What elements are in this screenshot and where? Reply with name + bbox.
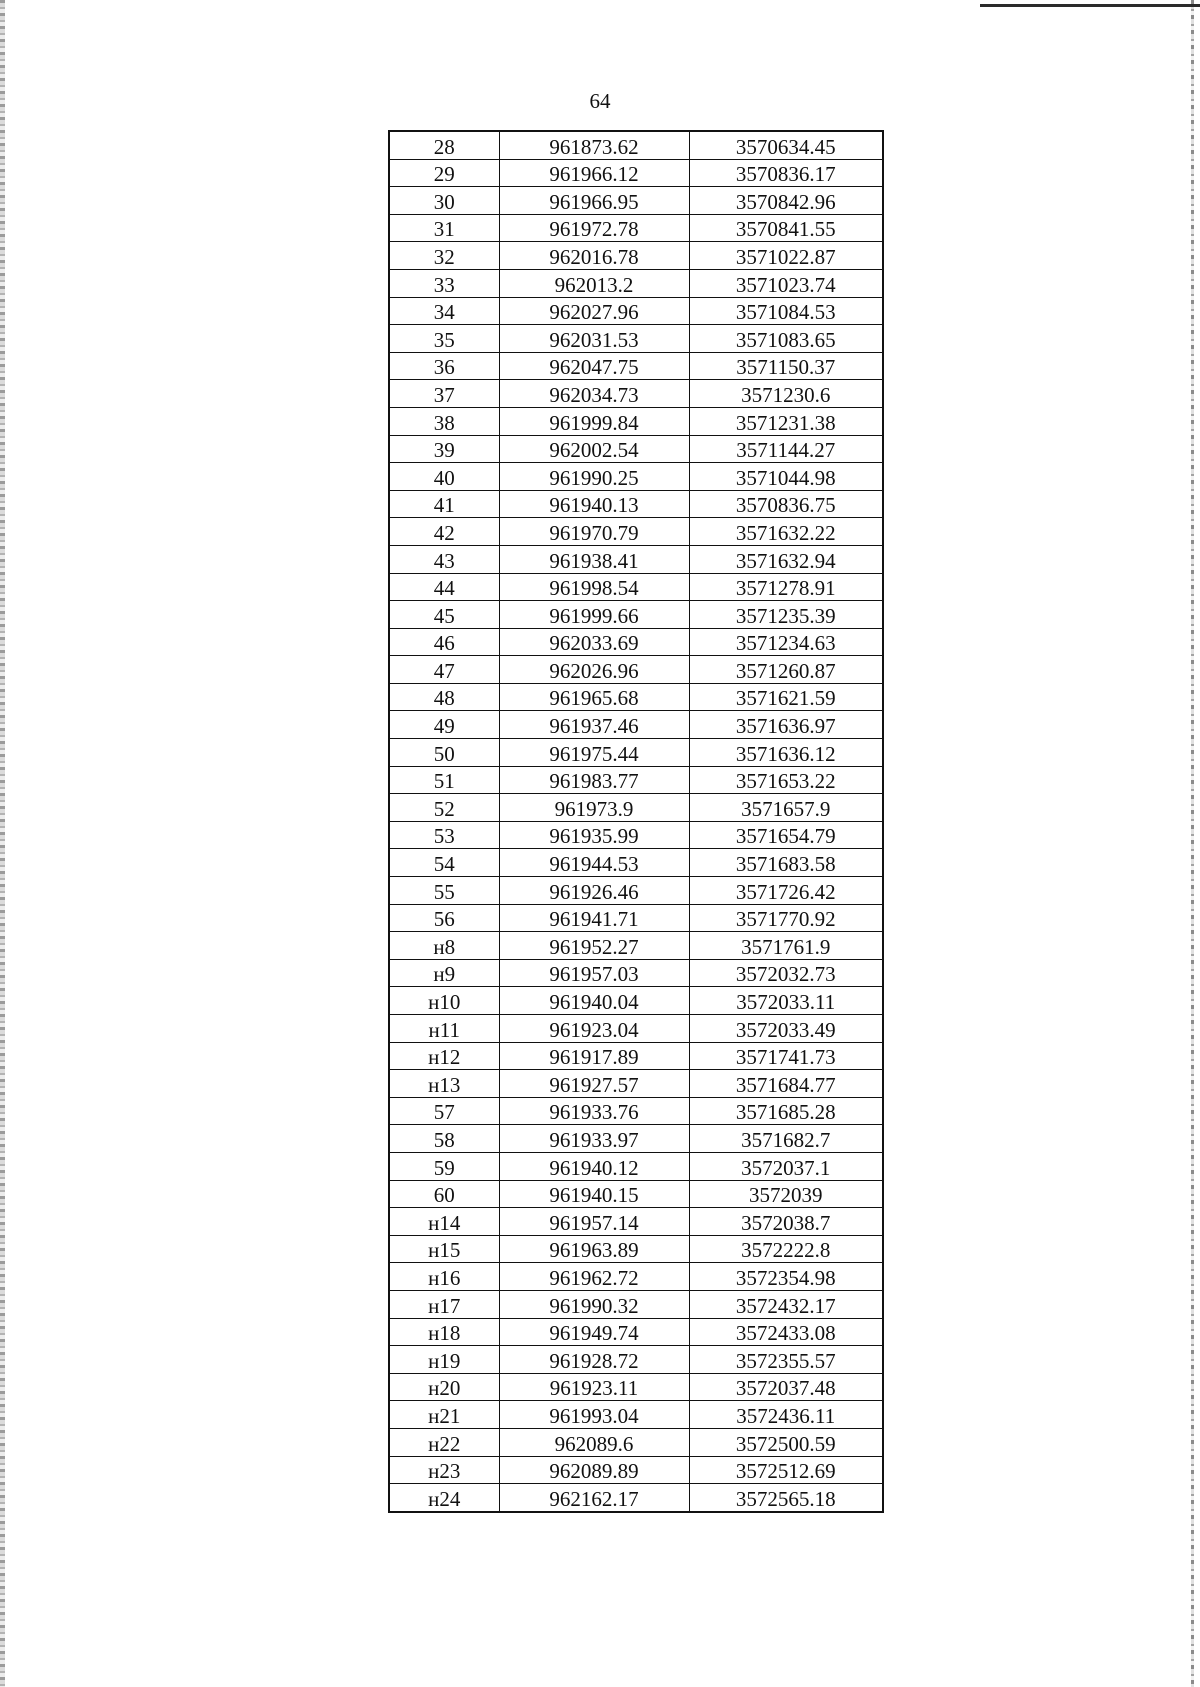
- table-row: [389, 601, 883, 629]
- table-row: [389, 214, 883, 242]
- y-coordinate-cell: 3572037.48: [689, 1373, 883, 1401]
- y-coordinate-cell: 3571278.91: [689, 573, 883, 601]
- table-row: [389, 573, 883, 601]
- table-row: [389, 1346, 883, 1374]
- y-coordinate-cell: 3570836.17: [689, 159, 883, 187]
- y-coordinate-cell: 3571632.22: [689, 518, 883, 546]
- point-number-cell: 51: [389, 766, 499, 794]
- x-coordinate-cell: 961933.76: [499, 1097, 689, 1125]
- point-number-cell: 54: [389, 849, 499, 877]
- table-row: [389, 1263, 883, 1291]
- y-coordinate-cell: 3571761.9: [689, 932, 883, 960]
- y-coordinate-cell: 3571150.37: [689, 352, 883, 380]
- point-number-cell: 31: [389, 214, 499, 242]
- table-row: [389, 711, 883, 739]
- x-coordinate-cell: 961957.03: [499, 959, 689, 987]
- table-row: [389, 407, 883, 435]
- x-coordinate-cell: 961935.99: [499, 821, 689, 849]
- point-number-cell: н8: [389, 932, 499, 960]
- point-number-cell: н24: [389, 1484, 499, 1512]
- point-number-cell: 42: [389, 518, 499, 546]
- y-coordinate-cell: 3570836.75: [689, 490, 883, 518]
- x-coordinate-cell: 961952.27: [499, 932, 689, 960]
- coordinates-table: [388, 130, 884, 1513]
- point-number-cell: 39: [389, 435, 499, 463]
- x-coordinate-cell: 961940.04: [499, 987, 689, 1015]
- y-coordinate-cell: 3571044.98: [689, 463, 883, 491]
- point-number-cell: 50: [389, 739, 499, 767]
- x-coordinate-cell: 961999.66: [499, 601, 689, 629]
- table-row: [389, 1097, 883, 1125]
- table-row: [389, 545, 883, 573]
- x-coordinate-cell: 961970.79: [499, 518, 689, 546]
- table-row: [389, 1125, 883, 1153]
- x-coordinate-cell: 961940.12: [499, 1152, 689, 1180]
- x-coordinate-cell: 961999.84: [499, 407, 689, 435]
- x-coordinate-cell: 961917.89: [499, 1042, 689, 1070]
- x-coordinate-cell: 961944.53: [499, 849, 689, 877]
- y-coordinate-cell: 3571234.63: [689, 628, 883, 656]
- y-coordinate-cell: 3571636.12: [689, 739, 883, 767]
- point-number-cell: н22: [389, 1428, 499, 1456]
- y-coordinate-cell: 3571632.94: [689, 545, 883, 573]
- x-coordinate-cell: 961962.72: [499, 1263, 689, 1291]
- x-coordinate-cell: 961973.9: [499, 794, 689, 822]
- table-row: [389, 959, 883, 987]
- table-row: [389, 352, 883, 380]
- point-number-cell: н20: [389, 1373, 499, 1401]
- table-row: [389, 766, 883, 794]
- x-coordinate-cell: 962089.6: [499, 1428, 689, 1456]
- table-row: [389, 1373, 883, 1401]
- x-coordinate-cell: 961928.72: [499, 1346, 689, 1374]
- x-coordinate-cell: 961949.74: [499, 1318, 689, 1346]
- y-coordinate-cell: 3570842.96: [689, 187, 883, 215]
- point-number-cell: н10: [389, 987, 499, 1015]
- y-coordinate-cell: 3572436.11: [689, 1401, 883, 1429]
- y-coordinate-cell: 3571083.65: [689, 325, 883, 353]
- x-coordinate-cell: 962089.89: [499, 1456, 689, 1484]
- y-coordinate-cell: 3572033.49: [689, 1015, 883, 1043]
- x-coordinate-cell: 962031.53: [499, 325, 689, 353]
- table-row: [389, 1070, 883, 1098]
- point-number-cell: 44: [389, 573, 499, 601]
- point-number-cell: 34: [389, 297, 499, 325]
- table-row: [389, 1042, 883, 1070]
- point-number-cell: 30: [389, 187, 499, 215]
- table-row: [389, 1208, 883, 1236]
- point-number-cell: 35: [389, 325, 499, 353]
- table-row: [389, 877, 883, 905]
- y-coordinate-cell: 3571231.38: [689, 407, 883, 435]
- x-coordinate-cell: 961938.41: [499, 545, 689, 573]
- y-coordinate-cell: 3571621.59: [689, 683, 883, 711]
- table-row: [389, 1428, 883, 1456]
- y-coordinate-cell: 3572512.69: [689, 1456, 883, 1484]
- table-row: [389, 821, 883, 849]
- y-coordinate-cell: 3571235.39: [689, 601, 883, 629]
- point-number-cell: 29: [389, 159, 499, 187]
- table-row: [389, 490, 883, 518]
- point-number-cell: 60: [389, 1180, 499, 1208]
- point-number-cell: н15: [389, 1235, 499, 1263]
- x-coordinate-cell: 962013.2: [499, 269, 689, 297]
- table-row: [389, 131, 883, 159]
- point-number-cell: н11: [389, 1015, 499, 1043]
- table-row: [389, 242, 883, 270]
- x-coordinate-cell: 961998.54: [499, 573, 689, 601]
- point-number-cell: н12: [389, 1042, 499, 1070]
- y-coordinate-cell: 3572037.1: [689, 1152, 883, 1180]
- x-coordinate-cell: 961940.15: [499, 1180, 689, 1208]
- y-coordinate-cell: 3572433.08: [689, 1318, 883, 1346]
- y-coordinate-cell: 3571260.87: [689, 656, 883, 684]
- y-coordinate-cell: 3571683.58: [689, 849, 883, 877]
- point-number-cell: 48: [389, 683, 499, 711]
- point-number-cell: 52: [389, 794, 499, 822]
- point-number-cell: 32: [389, 242, 499, 270]
- table-row: [389, 380, 883, 408]
- table-row: [389, 463, 883, 491]
- table-row: [389, 518, 883, 546]
- y-coordinate-cell: 3571684.77: [689, 1070, 883, 1098]
- x-coordinate-cell: 962162.17: [499, 1484, 689, 1512]
- page-number: 64: [589, 89, 611, 113]
- x-coordinate-cell: 961873.62: [499, 131, 689, 159]
- point-number-cell: н16: [389, 1263, 499, 1291]
- table-row: [389, 904, 883, 932]
- y-coordinate-cell: 3570841.55: [689, 214, 883, 242]
- scan-edge-left: [0, 0, 5, 1687]
- point-number-cell: н23: [389, 1456, 499, 1484]
- table-row: [389, 269, 883, 297]
- y-coordinate-cell: 3571144.27: [689, 435, 883, 463]
- x-coordinate-cell: 961926.46: [499, 877, 689, 905]
- table-row: [389, 1180, 883, 1208]
- y-coordinate-cell: 3571023.74: [689, 269, 883, 297]
- y-coordinate-cell: 3572038.7: [689, 1208, 883, 1236]
- x-coordinate-cell: 961927.57: [499, 1070, 689, 1098]
- y-coordinate-cell: 3571084.53: [689, 297, 883, 325]
- y-coordinate-cell: 3572500.59: [689, 1428, 883, 1456]
- x-coordinate-cell: 961941.71: [499, 904, 689, 932]
- table-row: [389, 683, 883, 711]
- table-row: [389, 1318, 883, 1346]
- table-row: [389, 1401, 883, 1429]
- table-row: [389, 187, 883, 215]
- table-row: [389, 1015, 883, 1043]
- point-number-cell: 49: [389, 711, 499, 739]
- y-coordinate-cell: 3572039: [689, 1180, 883, 1208]
- table-row: [389, 987, 883, 1015]
- x-coordinate-cell: 961972.78: [499, 214, 689, 242]
- y-coordinate-cell: 3571230.6: [689, 380, 883, 408]
- point-number-cell: 56: [389, 904, 499, 932]
- x-coordinate-cell: 961965.68: [499, 683, 689, 711]
- y-coordinate-cell: 3570634.45: [689, 131, 883, 159]
- y-coordinate-cell: 3571653.22: [689, 766, 883, 794]
- y-coordinate-cell: 3572033.11: [689, 987, 883, 1015]
- table-row: [389, 794, 883, 822]
- point-number-cell: 38: [389, 407, 499, 435]
- table-row: [389, 1484, 883, 1512]
- x-coordinate-cell: 961990.25: [499, 463, 689, 491]
- x-coordinate-cell: 962034.73: [499, 380, 689, 408]
- table-row: [389, 1290, 883, 1318]
- y-coordinate-cell: 3572354.98: [689, 1263, 883, 1291]
- y-coordinate-cell: 3571657.9: [689, 794, 883, 822]
- x-coordinate-cell: 962033.69: [499, 628, 689, 656]
- point-number-cell: н21: [389, 1401, 499, 1429]
- point-number-cell: н13: [389, 1070, 499, 1098]
- point-number-cell: н9: [389, 959, 499, 987]
- table-row: [389, 739, 883, 767]
- x-coordinate-cell: 962047.75: [499, 352, 689, 380]
- point-number-cell: 46: [389, 628, 499, 656]
- scan-edge-top: [980, 4, 1200, 7]
- x-coordinate-cell: 961957.14: [499, 1208, 689, 1236]
- table-row: [389, 656, 883, 684]
- y-coordinate-cell: 3571726.42: [689, 877, 883, 905]
- point-number-cell: 36: [389, 352, 499, 380]
- point-number-cell: н18: [389, 1318, 499, 1346]
- point-number-cell: 28: [389, 131, 499, 159]
- table-row: [389, 628, 883, 656]
- y-coordinate-cell: 3571770.92: [689, 904, 883, 932]
- point-number-cell: 47: [389, 656, 499, 684]
- x-coordinate-cell: 961975.44: [499, 739, 689, 767]
- x-coordinate-cell: 962027.96: [499, 297, 689, 325]
- y-coordinate-cell: 3572355.57: [689, 1346, 883, 1374]
- table-row: [389, 1456, 883, 1484]
- x-coordinate-cell: 961990.32: [499, 1290, 689, 1318]
- y-coordinate-cell: 3572565.18: [689, 1484, 883, 1512]
- scan-edge-right: [1191, 0, 1194, 1687]
- point-number-cell: 41: [389, 490, 499, 518]
- table-row: [389, 435, 883, 463]
- point-number-cell: н14: [389, 1208, 499, 1236]
- point-number-cell: 37: [389, 380, 499, 408]
- table-row: [389, 1235, 883, 1263]
- table-row: [389, 159, 883, 187]
- x-coordinate-cell: 961923.11: [499, 1373, 689, 1401]
- table-row: [389, 325, 883, 353]
- point-number-cell: 55: [389, 877, 499, 905]
- table-row: [389, 849, 883, 877]
- x-coordinate-cell: 961963.89: [499, 1235, 689, 1263]
- point-number-cell: 58: [389, 1125, 499, 1153]
- point-number-cell: 33: [389, 269, 499, 297]
- y-coordinate-cell: 3572432.17: [689, 1290, 883, 1318]
- y-coordinate-cell: 3571685.28: [689, 1097, 883, 1125]
- point-number-cell: н17: [389, 1290, 499, 1318]
- point-number-cell: 43: [389, 545, 499, 573]
- point-number-cell: 57: [389, 1097, 499, 1125]
- x-coordinate-cell: 961923.04: [499, 1015, 689, 1043]
- y-coordinate-cell: 3571741.73: [689, 1042, 883, 1070]
- point-number-cell: 40: [389, 463, 499, 491]
- x-coordinate-cell: 962016.78: [499, 242, 689, 270]
- table-row: [389, 932, 883, 960]
- table-row: [389, 297, 883, 325]
- x-coordinate-cell: 961933.97: [499, 1125, 689, 1153]
- coordinates-table-body: [389, 131, 883, 1512]
- point-number-cell: н19: [389, 1346, 499, 1374]
- y-coordinate-cell: 3572032.73: [689, 959, 883, 987]
- x-coordinate-cell: 961966.95: [499, 187, 689, 215]
- point-number-cell: 45: [389, 601, 499, 629]
- x-coordinate-cell: 961940.13: [499, 490, 689, 518]
- x-coordinate-cell: 961966.12: [499, 159, 689, 187]
- y-coordinate-cell: 3571682.7: [689, 1125, 883, 1153]
- point-number-cell: 53: [389, 821, 499, 849]
- x-coordinate-cell: 961993.04: [499, 1401, 689, 1429]
- x-coordinate-cell: 962002.54: [499, 435, 689, 463]
- y-coordinate-cell: 3571636.97: [689, 711, 883, 739]
- y-coordinate-cell: 3572222.8: [689, 1235, 883, 1263]
- table-row: [389, 1152, 883, 1180]
- x-coordinate-cell: 961937.46: [499, 711, 689, 739]
- y-coordinate-cell: 3571654.79: [689, 821, 883, 849]
- point-number-cell: 59: [389, 1152, 499, 1180]
- x-coordinate-cell: 962026.96: [499, 656, 689, 684]
- x-coordinate-cell: 961983.77: [499, 766, 689, 794]
- y-coordinate-cell: 3571022.87: [689, 242, 883, 270]
